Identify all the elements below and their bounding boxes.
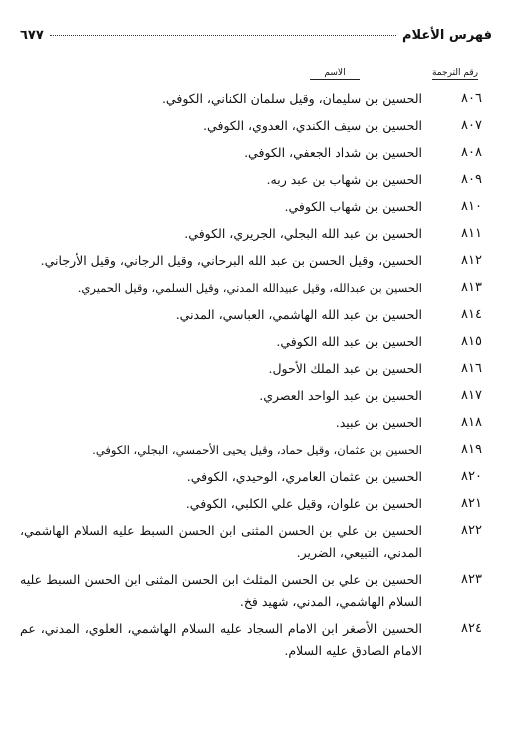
list-item xyxy=(20,196,492,218)
entry-name: الحسين بن عبد الملك الأحول. xyxy=(268,361,422,376)
page-header xyxy=(20,28,492,48)
entry-number: ٨٠٧ xyxy=(461,118,482,133)
entry-name: الحسين بن شداد الجعفي، الكوفي. xyxy=(244,145,422,160)
column-headers xyxy=(20,68,492,84)
entry-number: ٨١٨ xyxy=(461,415,482,430)
entry-number: ٨٢٣ xyxy=(461,572,482,587)
column-header-number: رقم الترجمة xyxy=(431,68,478,78)
entries-list xyxy=(20,88,492,667)
list-item xyxy=(20,439,492,461)
entry-name: الحسين بن علي بن الحسن المثلث ابن الحسن المثنى ابن الحسن السبط عليه السلام الهاشمي، المدني، شهيد فخ. xyxy=(20,572,422,609)
entry-name: الحسين بن عبد الله البجلي، الجريري، الكوفي. xyxy=(184,226,422,241)
list-item xyxy=(20,88,492,110)
entry-number: ٨١٢ xyxy=(461,253,482,268)
column-header-name: الاسم xyxy=(310,68,360,80)
list-item xyxy=(20,569,492,613)
entry-number: ٨١١ xyxy=(461,226,482,241)
header-title: فهرس الأعلام xyxy=(401,28,492,43)
entry-name: الحسين بن علوان، وقيل علي الكلبي، الكوفي. xyxy=(185,496,422,511)
page-number: ٦٧٧ xyxy=(20,28,44,43)
list-item xyxy=(20,466,492,488)
entry-number: ٨٢١ xyxy=(461,496,482,511)
entry-name: الحسين بن عبدالله، وقيل عبيدالله المدني، وقيل السلمي، وقيل الحميري. xyxy=(77,281,422,295)
entry-number: ٨٠٩ xyxy=(461,172,482,187)
list-item xyxy=(20,223,492,245)
entry-number: ٨١٠ xyxy=(461,199,482,214)
entry-number: ٨٢٠ xyxy=(461,469,482,484)
entry-number: ٨١٧ xyxy=(461,388,482,403)
entry-name: الحسين بن شهاب الكوفي. xyxy=(284,199,422,214)
list-item xyxy=(20,385,492,407)
entry-number: ٨٠٦ xyxy=(461,91,482,106)
entry-name: الحسين بن عبد الله الهاشمي، العباسي، المدني. xyxy=(175,307,422,322)
list-item xyxy=(20,142,492,164)
list-item xyxy=(20,277,492,299)
header-dotted-leader xyxy=(50,35,396,36)
entry-name: الحسين، وقيل الحسن بن عبد الله البرحاني، وقيل الرجاني، وقيل الأرجاني. xyxy=(40,253,422,268)
entry-number: ٨٠٨ xyxy=(461,145,482,160)
entry-name: الحسين بن شهاب بن عبد ربه. xyxy=(266,172,422,187)
entry-name: الحسين بن عثمان العامري، الوحيدي، الكوفي. xyxy=(186,469,422,484)
entry-number: ٨٢٢ xyxy=(461,523,482,538)
entry-number: ٨٢٤ xyxy=(461,621,482,636)
list-item xyxy=(20,115,492,137)
list-item xyxy=(20,520,492,564)
entry-number: ٨١٦ xyxy=(461,361,482,376)
entry-name: الحسين بن عبد الواحد العصري. xyxy=(259,388,422,403)
entry-number: ٨١٥ xyxy=(461,334,482,349)
list-item xyxy=(20,412,492,434)
list-item xyxy=(20,169,492,191)
list-item xyxy=(20,493,492,515)
list-item xyxy=(20,358,492,380)
entry-number: ٨١٩ xyxy=(461,442,482,457)
list-item xyxy=(20,618,492,662)
list-item xyxy=(20,331,492,353)
entry-number: ٨١٤ xyxy=(461,307,482,322)
entry-number: ٨١٣ xyxy=(461,280,482,295)
list-item xyxy=(20,250,492,272)
list-item xyxy=(20,304,492,326)
entry-name: الحسين بن عثمان، وقيل حماد، وقيل يحيى الأحمسي، البجلي، الكوفي. xyxy=(92,443,422,457)
entry-name: الحسين بن عبد الله الكوفي. xyxy=(276,334,422,349)
entry-name: الحسين الأصغر ابن الامام السجاد عليه السلام الهاشمي، العلوي، المدني، عم الامام الصادق عليه السلام. xyxy=(20,621,422,658)
entry-name: الحسين بن سيف الكندي، العدوي، الكوفي. xyxy=(203,118,422,133)
entry-name: الحسين بن علي بن الحسن المثنى ابن الحسن السبط عليه السلام الهاشمي، المدني، التبيعي، الضرير. xyxy=(20,523,422,560)
entry-name: الحسين بن سليمان، وقيل سلمان الكناني، الكوفي. xyxy=(161,91,422,106)
entry-name: الحسين بن عبيد. xyxy=(335,415,422,430)
